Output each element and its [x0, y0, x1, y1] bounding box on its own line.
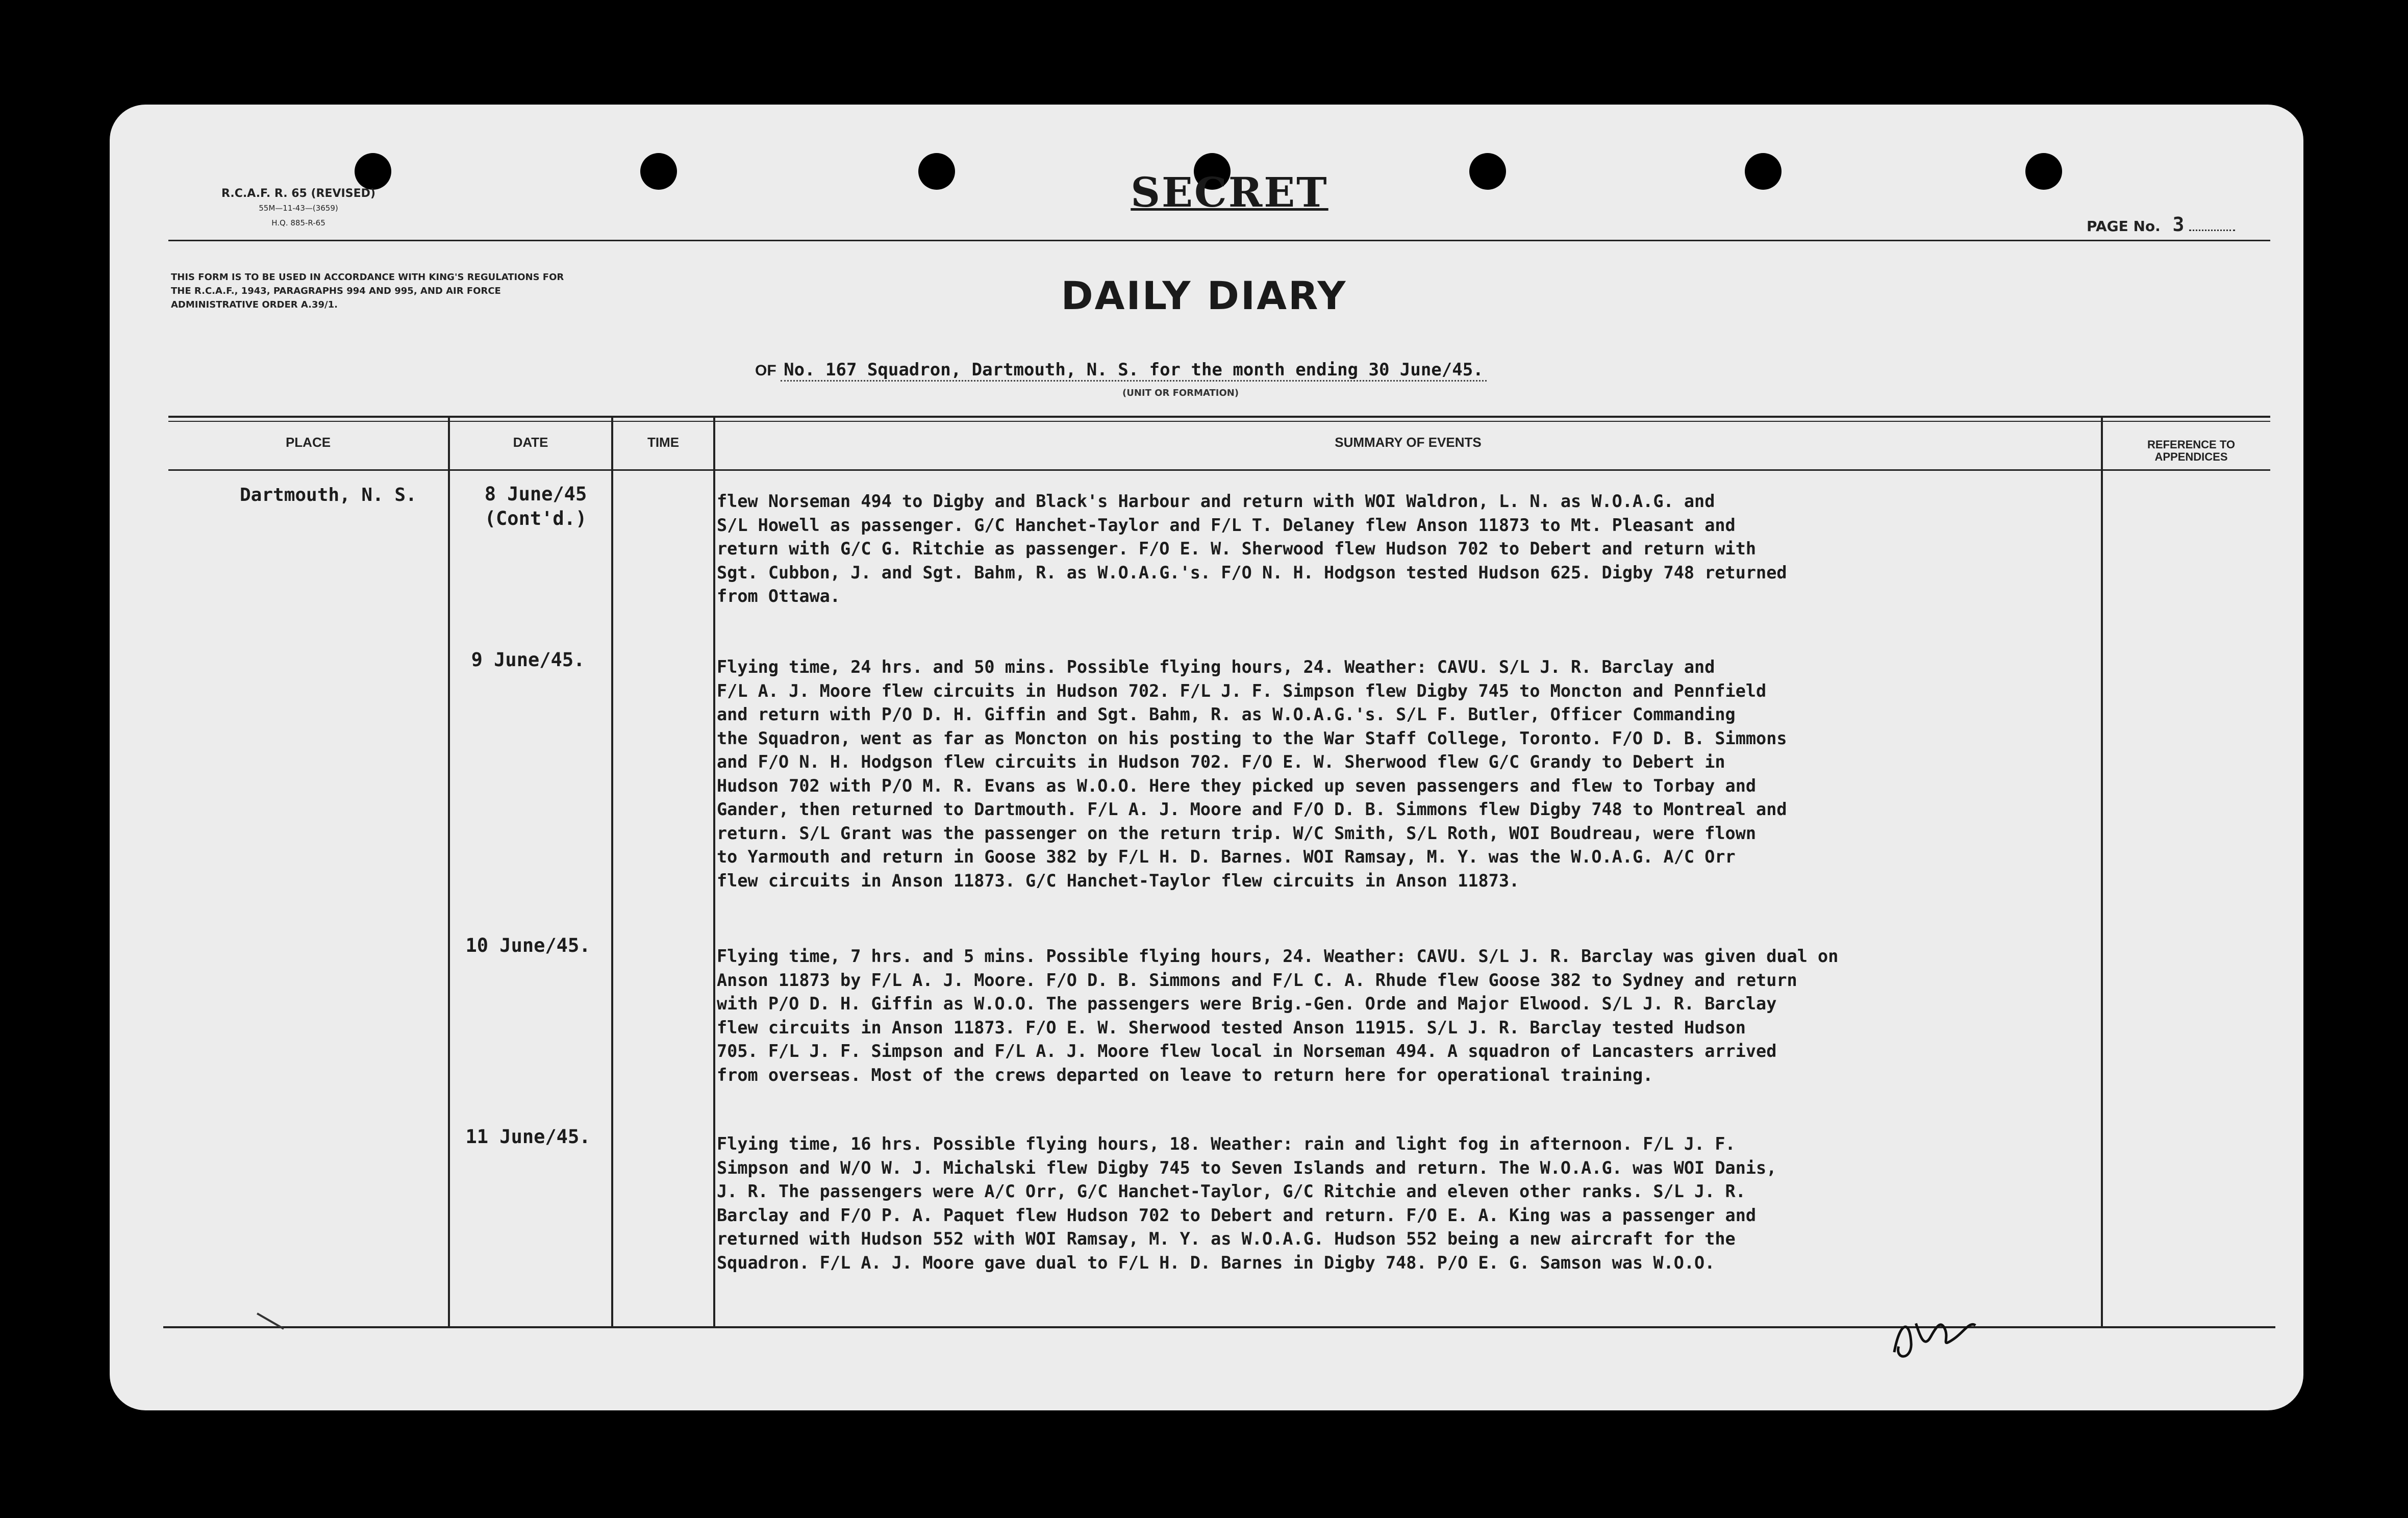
summary-line: 705. F/L J. F. Simpson and F/L A. J. Moore flew local in Norseman 494. A squadron of Lancasters arrived: [717, 1041, 1777, 1061]
page-number-value: 3: [2172, 213, 2185, 236]
summary-line: flew Norseman 494 to Digby and Black's Harbour and return with WOI Waldron, L. N. as W.O.A.G. and: [717, 491, 1715, 511]
of-label: OF: [755, 362, 776, 379]
form-id-line3: H.Q. 885-R-65: [271, 218, 325, 227]
date-cell: [459, 648, 597, 672]
regulation-notice: THIS FORM IS TO BE USED IN ACCORDANCE WITH KING'S REGULATIONS FOR THE R.C.A.F., 1943, PARAGRAPHS 994 AND 995, AND AIR FORCE ADMINISTRATIVE ORDER A.39/1.: [171, 272, 564, 310]
unit-sublabel: (UNIT OR FORMATION): [1122, 388, 1239, 398]
unit-line: [755, 360, 1735, 380]
summary-line: Barclay and F/O P. A. Paquet flew Hudson 702 to Debert and return. F/O E. A. King was a passenger and: [717, 1205, 1757, 1225]
table-top-rule-2: [168, 421, 2270, 422]
summary-line: and F/O N. H. Hodgson flew circuits in Hudson 702. F/O E. W. Sherwood flew G/C Grandy to Debert in: [717, 752, 1725, 772]
summary-line: Flying time, 7 hrs. and 5 mins. Possible flying hours, 24. Weather: CAVU. S/L J. R. Barclay was given dual on: [717, 946, 1839, 966]
summary-line: J. R. The passengers were A/C Orr, G/C Hanchet-Taylor, G/C Ritchie and eleven other ranks. S/L J. R.: [717, 1181, 1746, 1201]
summary-line: flew circuits in Anson 11873. F/O E. W. Sherwood tested Anson 11915. S/L J. R. Barclay tested Hudson: [717, 1017, 1746, 1038]
summary-line: Sgt. Cubbon, J. and Sgt. Bahm, R. as W.O.A.G.'s. F/O N. H. Hodgson tested Hudson 625. Digby 748 returned: [717, 562, 1787, 583]
date-cell: [467, 482, 605, 531]
column-header-time: TIME: [647, 435, 680, 450]
diary-title: DAILY DIARY: [1061, 273, 1347, 318]
column-divider: [611, 416, 613, 1326]
summary-line: to Yarmouth and return in Goose 382 by F/L H. D. Barnes. WOI Ramsay, M. Y. was the W.O.A.G. A/C Orr: [717, 847, 1736, 867]
column-divider: [713, 416, 715, 1326]
summary-line: returned with Hudson 552 with WOI Ramsay, M. Y. as W.O.A.G. Hudson 552 being a new aircraft for the: [717, 1229, 1736, 1249]
summary-line: and return with P/O D. H. Giffin and Sgt. Bahm, R. as W.O.A.G.'s. S/L F. Butler, Officer Commanding: [717, 704, 1736, 724]
summary-entry: [717, 655, 2125, 893]
summary-line: Gander, then returned to Dartmouth. F/L A. J. Moore and F/O D. B. Simmons flew Digby 748 to Montreal and: [717, 799, 1787, 819]
summary-line: from Ottawa.: [717, 586, 841, 606]
date-continued: (Cont'd.): [484, 508, 587, 529]
summary-entry: [717, 1132, 2125, 1275]
summary-line: with P/O D. H. Giffin as W.O.O. The passengers were Brig.-Gen. Orde and Major Elwood. S/L J. R. Barclay: [717, 994, 1777, 1014]
binder-hole: [355, 153, 391, 190]
summary-line: the Squadron, went as far as Moncton on his posting to the War Staff College, Toronto. F/O D. B. Simmons: [717, 728, 1787, 748]
summary-line: Flying time, 16 hrs. Possible flying hours, 18. Weather: rain and light fog in afternoon. F/L J. F.: [717, 1134, 1736, 1154]
column-header-reference: REFERENCE TO APPENDICES: [2147, 438, 2235, 463]
summary-line: return with G/C G. Ritchie as passenger. F/O E. W. Sherwood flew Hudson 702 to Debert and return with: [717, 539, 1757, 559]
page-number-dots: [2189, 230, 2235, 231]
summary-line: flew circuits in Anson 11873. G/C Hanchet-Taylor flew circuits in Anson 11873.: [717, 870, 1520, 891]
classification-stamp: SECRET: [1131, 168, 1328, 216]
page-label: PAGE No.: [2087, 218, 2161, 235]
column-header-date: DATE: [513, 435, 548, 450]
form-id-line2: 55M—11-43—(3659): [259, 204, 338, 213]
summary-line: Squadron. F/L A. J. Moore gave dual to F/L H. D. Barnes in Digby 748. P/O E. G. Samson was W.O.O.: [717, 1252, 1715, 1273]
form-id-line1: R.C.A.F. R. 65 (REVISED): [221, 187, 375, 200]
summary-line: F/L A. J. Moore flew circuits in Hudson 702. F/L J. F. Simpson flew Digby 745 to Moncton and Pennfield: [717, 680, 1767, 701]
table-top-rule: [168, 416, 2270, 418]
column-header-place: PLACE: [285, 435, 331, 450]
column-divider: [448, 416, 450, 1326]
date-cell: [459, 1125, 597, 1149]
binder-hole: [640, 153, 677, 190]
column-header-rule: [168, 469, 2270, 471]
summary-entry: [717, 945, 2125, 1087]
place-cell: Dartmouth, N. S.: [240, 485, 417, 505]
summary-line: Hudson 702 with P/O M. R. Evans as W.O.O. Here they picked up seven passengers and flew to Torbay and: [717, 775, 1757, 796]
date-text: 10 June/45.: [465, 934, 591, 956]
column-header-summary: SUMMARY OF EVENTS: [1335, 435, 1482, 450]
unit-text: No. 167 Squadron, Dartmouth, N. S. for the month ending 30 June/45.: [781, 360, 1486, 382]
summary-line: return. S/L Grant was the passenger on the return trip. W/C Smith, S/L Roth, WOI Boudreau, were flown: [717, 823, 1757, 843]
header-rule: [168, 240, 2270, 241]
summary-line: S/L Howell as passenger. G/C Hanchet-Taylor and F/L T. Delaney flew Anson 11873 to Mt. Pleasant and: [717, 515, 1736, 535]
date-text: 11 June/45.: [465, 1126, 591, 1148]
page-number: [2087, 213, 2235, 236]
date-cell: [459, 933, 597, 958]
summary-line: Simpson and W/O W. J. Michalski flew Digby 745 to Seven Islands and return. The W.O.A.G. was WOI Danis,: [717, 1157, 1777, 1178]
summary-entry: [717, 490, 2125, 609]
binder-hole: [2025, 153, 2062, 190]
summary-line: Flying time, 24 hrs. and 50 mins. Possible flying hours, 24. Weather: CAVU. S/L J. R. Barclay and: [717, 657, 1715, 677]
date-text: 9 June/45.: [471, 649, 585, 671]
date-text: 8 June/45: [484, 483, 587, 505]
summary-line: from overseas. Most of the crews departed on leave to return here for operational training.: [717, 1065, 1653, 1085]
summary-line: Anson 11873 by F/L A. J. Moore. F/O D. B. Simmons and F/L C. A. Rhude flew Goose 382 to Sydney and return: [717, 970, 1797, 990]
binder-hole: [1745, 153, 1782, 190]
binder-hole: [1469, 153, 1506, 190]
binder-hole: [918, 153, 955, 190]
handwritten-signature: [1878, 1299, 1989, 1379]
form-identifier: [181, 186, 416, 231]
